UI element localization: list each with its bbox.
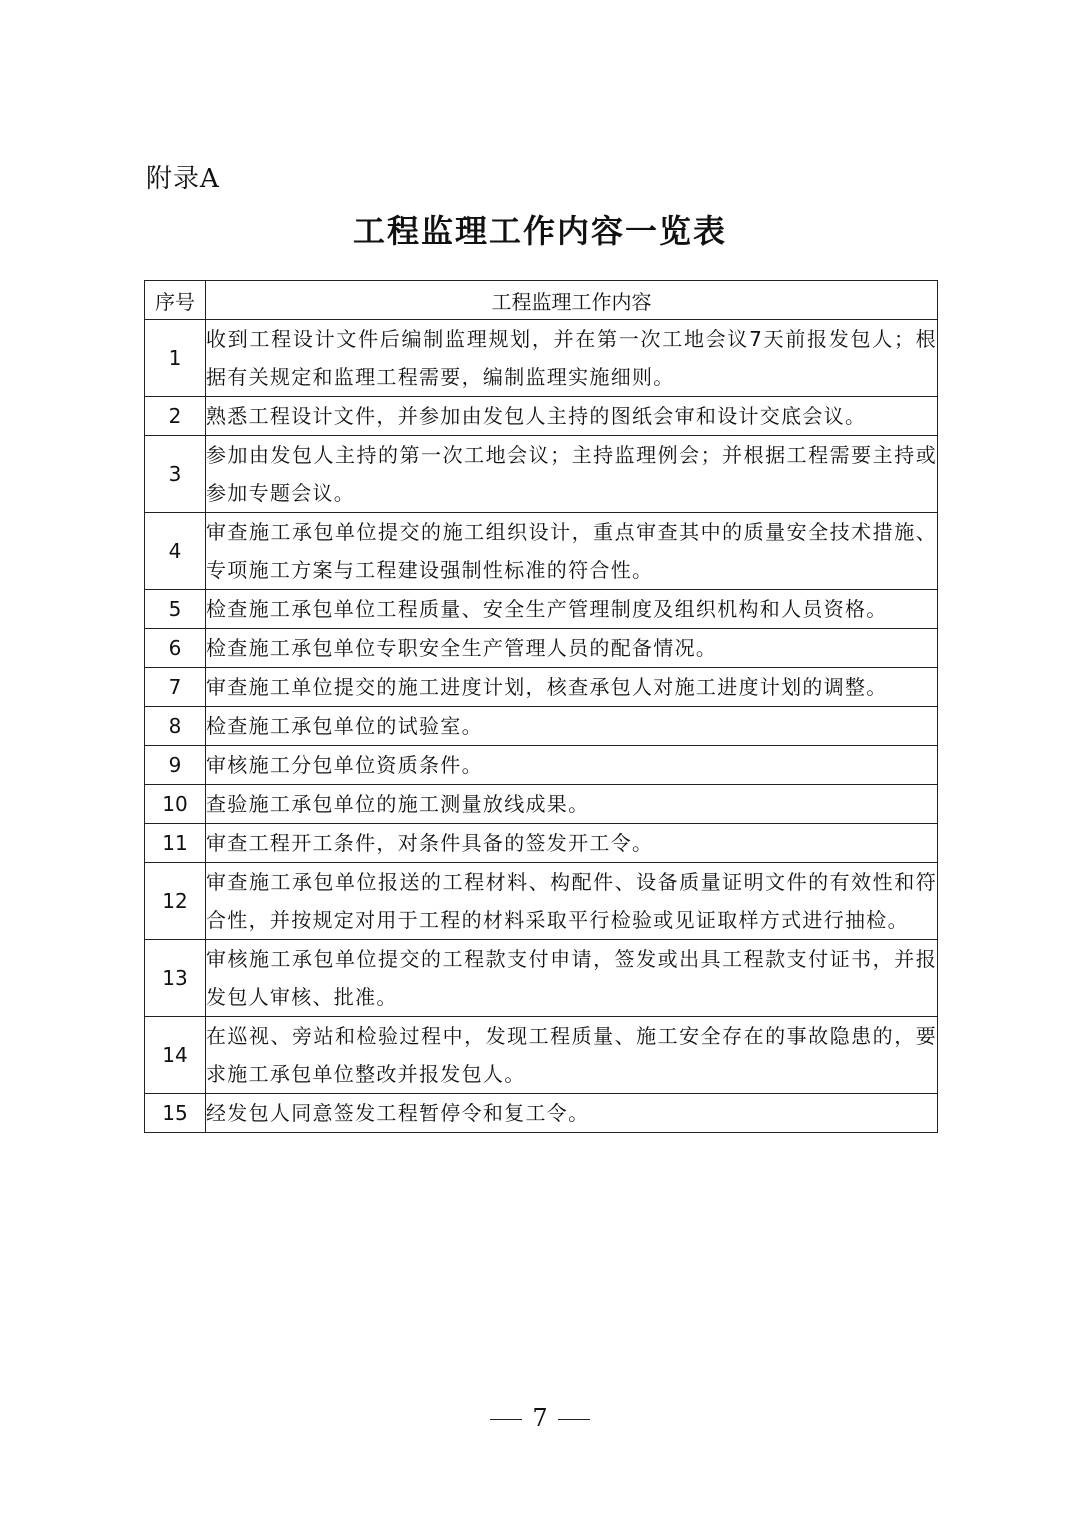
row-number: 11 xyxy=(145,824,206,863)
page-footer xyxy=(0,1404,1080,1432)
table-row xyxy=(145,320,938,397)
table-row xyxy=(145,863,938,940)
row-number: 3 xyxy=(145,436,206,513)
table-row xyxy=(145,1094,938,1133)
row-content: 审核施工分包单位资质条件。 xyxy=(206,746,938,785)
row-number: 7 xyxy=(145,668,206,707)
row-content: 检查施工承包单位工程质量、安全生产管理制度及组织机构和人员资格。 xyxy=(206,590,938,629)
row-number: 9 xyxy=(145,746,206,785)
row-content: 审查施工承包单位报送的工程材料、构配件、设备质量证明文件的有效性和符合性，并按规定对用于工程的材料采取平行检验或见证取样方式进行抽检。 xyxy=(206,863,938,940)
row-number: 12 xyxy=(145,863,206,940)
row-content: 熟悉工程设计文件，并参加由发包人主持的图纸会审和设计交底会议。 xyxy=(206,397,938,436)
work-content-table xyxy=(144,280,938,1133)
table-row xyxy=(145,940,938,1017)
table-row xyxy=(145,397,938,436)
row-number: 10 xyxy=(145,785,206,824)
row-number: 14 xyxy=(145,1017,206,1094)
row-content: 在巡视、旁站和检验过程中，发现工程质量、施工安全存在的事故隐患的，要求施工承包单位整改并报发包人。 xyxy=(206,1017,938,1094)
table-row xyxy=(145,1017,938,1094)
table-row xyxy=(145,707,938,746)
footer-dash-right xyxy=(558,1419,590,1420)
row-number: 8 xyxy=(145,707,206,746)
table-row xyxy=(145,436,938,513)
table-row xyxy=(145,668,938,707)
row-content: 检查施工承包单位的试验室。 xyxy=(206,707,938,746)
table-row xyxy=(145,785,938,824)
row-number: 13 xyxy=(145,940,206,1017)
row-content: 参加由发包人主持的第一次工地会议；主持监理例会；并根据工程需要主持或参加专题会议。 xyxy=(206,436,938,513)
page-title: 工程监理工作内容一览表 xyxy=(352,212,727,250)
row-content: 经发包人同意签发工程暂停令和复工令。 xyxy=(206,1094,938,1133)
row-number: 5 xyxy=(145,590,206,629)
table-body xyxy=(145,320,938,1133)
table-row xyxy=(145,513,938,590)
footer-dash-left xyxy=(490,1419,522,1420)
table-row xyxy=(145,746,938,785)
row-number: 6 xyxy=(145,629,206,668)
row-content: 收到工程设计文件后编制监理规划，并在第一次工地会议7天前报发包人；根据有关规定和监理工程需要，编制监理实施细则。 xyxy=(206,320,938,397)
row-content: 查验施工承包单位的施工测量放线成果。 xyxy=(206,785,938,824)
row-content: 检查施工承包单位专职安全生产管理人员的配备情况。 xyxy=(206,629,938,668)
row-content: 审查施工承包单位提交的施工组织设计，重点审查其中的质量安全技术措施、专项施工方案与工程建设强制性标准的符合性。 xyxy=(206,513,938,590)
row-content: 审核施工承包单位提交的工程款支付申请，签发或出具工程款支付证书，并报发包人审核、批准。 xyxy=(206,940,938,1017)
header-content: 工程监理工作内容 xyxy=(206,281,938,320)
page-number: 7 xyxy=(532,1404,548,1432)
table-header-row xyxy=(145,281,938,320)
row-number: 2 xyxy=(145,397,206,436)
appendix-label: 附录A xyxy=(146,164,220,194)
table-row xyxy=(145,824,938,863)
row-number: 1 xyxy=(145,320,206,397)
table-row xyxy=(145,629,938,668)
row-content: 审查施工单位提交的施工进度计划，核查承包人对施工进度计划的调整。 xyxy=(206,668,938,707)
row-number: 15 xyxy=(145,1094,206,1133)
row-content: 审查工程开工条件，对条件具备的签发开工令。 xyxy=(206,824,938,863)
table-row xyxy=(145,590,938,629)
header-no: 序号 xyxy=(145,281,206,320)
row-number: 4 xyxy=(145,513,206,590)
